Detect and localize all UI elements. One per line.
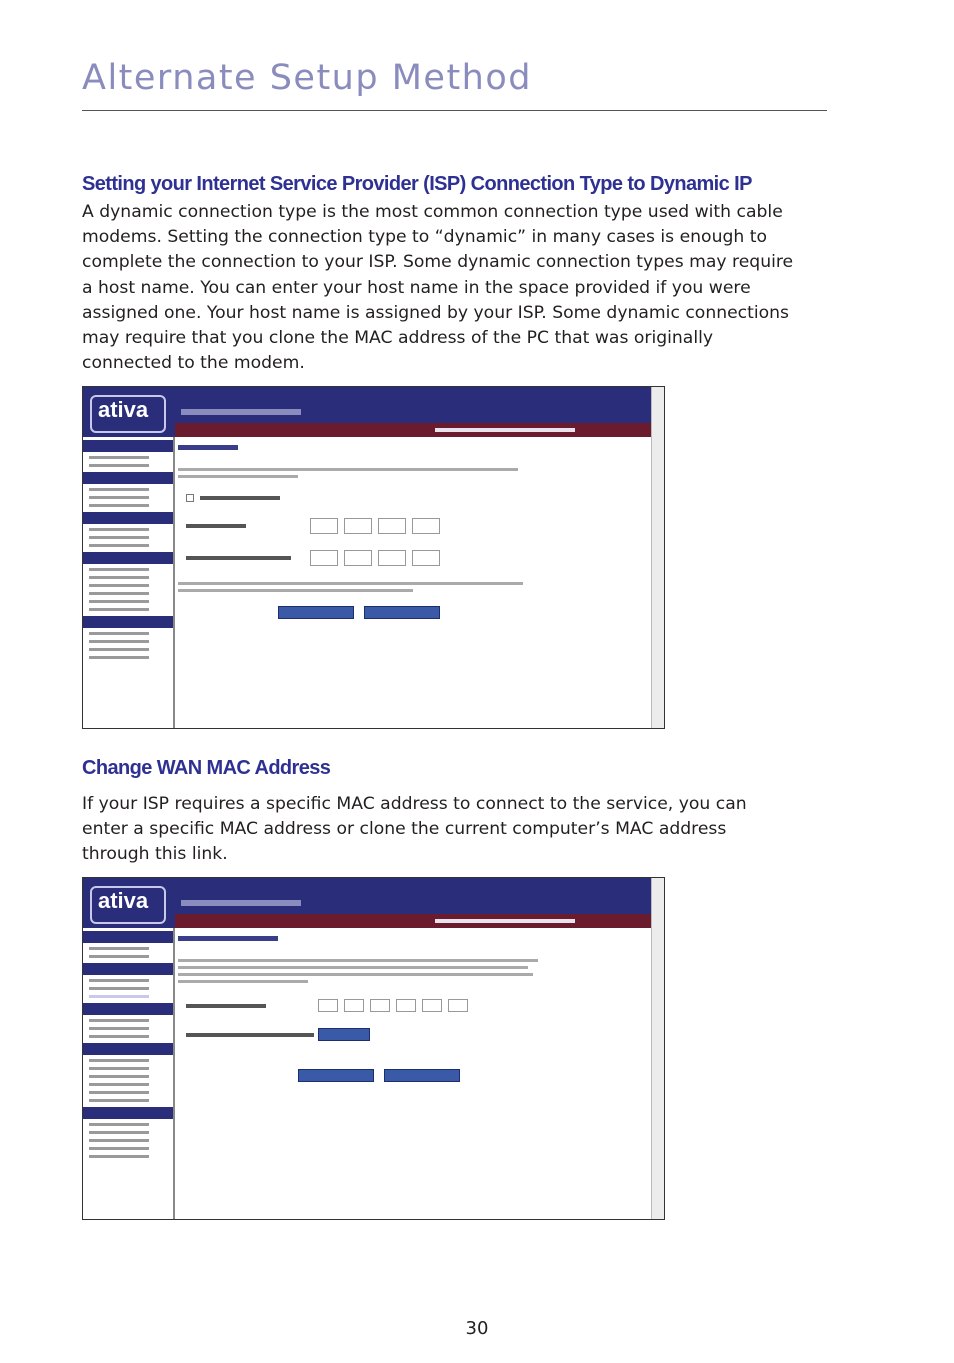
dynamic-ip-paragraph (82, 200, 812, 376)
ativa-logo-text: ativa (98, 397, 149, 422)
top-links-graphic (435, 919, 575, 923)
router-banner (83, 878, 651, 928)
router-sidebar (83, 928, 175, 1219)
mac-paragraph (82, 792, 812, 868)
page-number: 30 (465, 1318, 489, 1339)
top-links-graphic (435, 428, 575, 432)
mac-heading: Change WAN MAC Address (82, 757, 331, 779)
router-content-mac (178, 936, 638, 1206)
mac-line: through this link. (82, 844, 228, 865)
title-rule (82, 110, 827, 111)
dynamic-ip-line: assigned one. Your host name is assigned by your ISP. Some dynamic connections (82, 302, 790, 323)
dynamic-ip-line: A dynamic connection type is the most common connection type used with cable (82, 202, 783, 222)
dynamic-ip-line: a host name. You can enter your host name in the space provided if you were (82, 277, 751, 298)
router-scrollbar (651, 387, 664, 728)
router-screenshot-mac (82, 877, 665, 1220)
mac-line: If your ISP requires a specific MAC address to connect to the service, you can (82, 794, 747, 814)
utility-title-graphic (181, 900, 301, 906)
mac-line: enter a specific MAC address or clone the current computer’s MAC address (82, 819, 727, 840)
dynamic-ip-heading: Setting your Internet Service Provider (ISP) Connection Type to Dynamic IP (82, 173, 752, 195)
dynamic-ip-line: may require that you clone the MAC address of the PC that was originally (82, 328, 714, 349)
router-screenshot-dns (82, 386, 665, 729)
router-status-bar (175, 423, 651, 437)
page-title: Alternate Setup Method (82, 58, 532, 98)
router-status-bar (175, 914, 651, 928)
dynamic-ip-line: complete the connection to your ISP. Some dynamic connection types may require (82, 252, 794, 273)
dynamic-ip-line: modems. Setting the connection type to “dynamic” in many cases is enough to (82, 227, 767, 248)
router-sidebar (83, 437, 175, 728)
dynamic-ip-line: connected to the modem. (82, 353, 305, 374)
ativa-logo-text: ativa (98, 888, 149, 913)
router-banner (83, 387, 651, 437)
router-scrollbar (651, 878, 664, 1219)
router-content-dns (178, 445, 638, 715)
utility-title-graphic (181, 409, 301, 415)
